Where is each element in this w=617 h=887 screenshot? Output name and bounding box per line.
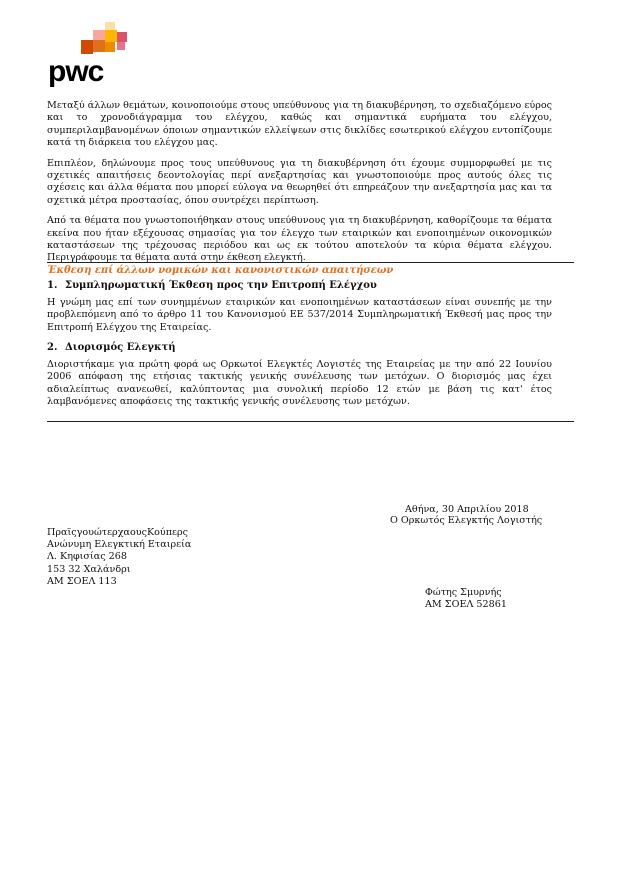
section-item-1: [47, 280, 552, 342]
pwc-wordmark: pwc: [48, 55, 104, 88]
auditor-name: Φώτης Σμυρνής: [425, 587, 502, 598]
intro-paragraphs: [47, 100, 552, 273]
item-heading: [47, 342, 552, 353]
auditor-details: [425, 587, 507, 611]
item-heading-text: Διορισμός Ελεγκτή: [65, 342, 176, 353]
auditor-registration: ΑΜ ΣΟΕΛ 52861: [425, 599, 507, 611]
item-body: Διοριστήκαμε για πρώτη φορά ως Ορκωτοί Ελεγκτές Λογιστές της Εταιρείας με την από 22 Ιουνίου 2006 απόφαση της ετήσιας τακτικής γενικής συνέλευσης των μετόχων. Ο διορισμός μας έχει αδιαλείπτως ανανεωθεί, καλύπτοντας μια συνολική περίοδο 12 ετών με βάση τις κατ' έτος λαμβανόμενες αποφάσεις της τακτικής γενικής συνέλευσης των μετόχων.: [47, 359, 552, 408]
section-item-2: [47, 342, 552, 417]
item-number: 1.: [47, 280, 58, 291]
section-divider-top: [47, 262, 574, 263]
firm-line: ΑΜ ΣΟΕΛ 113: [47, 575, 117, 587]
section-title: Έκθεση επί άλλων νομικών και κανονιστικών απαιτήσεων: [47, 265, 394, 276]
section-divider-bottom: [47, 421, 574, 422]
paragraph-2: Επιπλέον, δηλώνουμε προς τους υπεύθυνους για τη διακυβέρνηση ότι έχουμε συμμορφωθεί με τις σχετικές απαιτήσεις δεοντολογίας περί ανεξαρτησίας και γνωστοποιούμε προς αυτούς όλες τις σχέσεις και άλλα θέματα που μπορεί εύλογα να θεωρηθεί ότι επηρεάζουν την ανεξαρτησία μας και τα σχετικά μέτρα προστασίας, όπου συντρέχει περίπτωση.: [47, 157, 552, 206]
firm-line: Ανώνυμη Ελεγκτική Εταιρεία: [47, 539, 192, 551]
firm-line: Λ. Κηφισίας 268: [47, 551, 127, 563]
item-heading: [47, 280, 552, 291]
item-body: Η γνώμη μας επί των συνημμένων εταιρικών και ενοποιημένων καταστάσεων είναι συνεπής με την προβλεπόμενη από το άρθρο 11 του Κανονισμού ΕΕ 537/2014 Συμπληρωματική Έκθεσή μας προς την Επιτροπή Ελέγχου της Εταιρείας.: [47, 297, 552, 333]
paragraph-1: Μεταξύ άλλων θεμάτων, κοινοποιούμε στους υπεύθυνους για τη διακυβέρνηση, το σχεδιαζόμενο εύρος και το χρονοδιάγραμμα του ελέγχου, καθώς και σημαντικά ευρήματα του ελέγχου, συμπεριλαμβανομένων όποιων σημαντικών ελλείψεων στις δικλίδες εσωτερικού ελέγχου εντοπίζουμε κατά τη διάρκεια του ελέγχου μας.: [47, 100, 552, 149]
item-number: 2.: [47, 342, 58, 353]
firm-line: 153 32 Χαλάνδρι: [47, 563, 131, 575]
signature-role: Ο Ορκωτός Ελεγκτής Λογιστής: [390, 515, 543, 526]
firm-details: [47, 527, 191, 588]
item-heading-text: Συμπληρωματική Έκθεση προς την Επιτροπή Ελέγχου: [65, 280, 377, 291]
paragraph-3: Από τα θέματα που γνωστοποιήθηκαν στους υπεύθυνους για τη διακυβέρνηση, καθορίζουμε τα θέματα εκείνα που ήταν εξέχουσας σημασίας για τον έλεγχο των εταιρικών και ενοποιημένων οικονομικών καταστάσεων της τρέχουσας περιόδου και ως εκ τούτου αποτελούν τα κύρια θέματα ελέγχου. Περιγράφουμε τα θέματα αυτά στην έκθεση ελεγκτή.: [47, 215, 552, 264]
signature-date: Αθήνα, 30 Απριλίου 2018: [405, 504, 529, 515]
firm-line: ΠραϊςγουώτερχαουςΚούπερς: [47, 527, 189, 538]
